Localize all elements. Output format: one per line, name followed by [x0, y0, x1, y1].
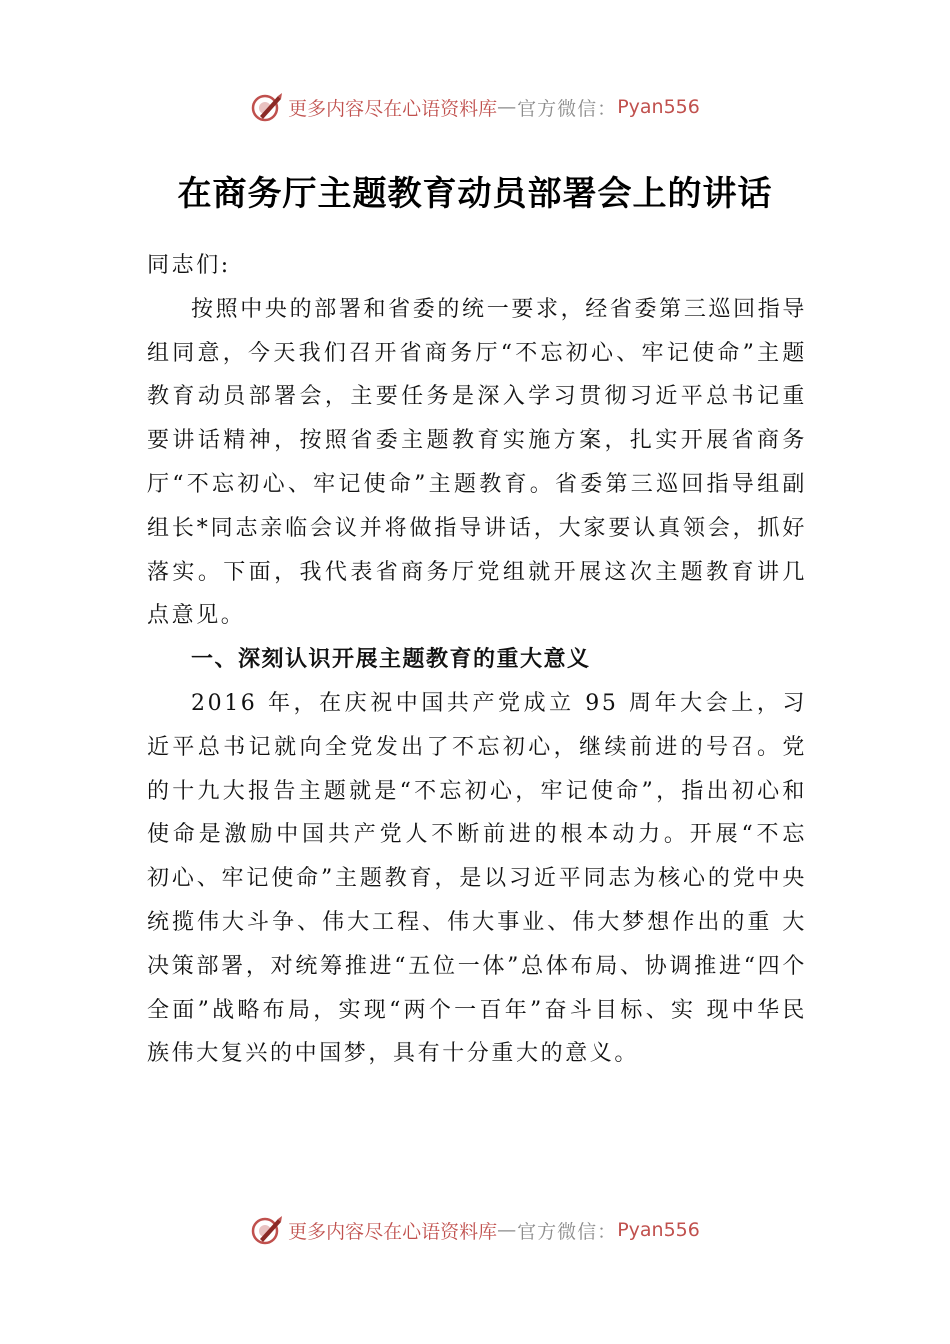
pen-logo-icon [250, 1213, 284, 1247]
watermark-dash: — [497, 1219, 518, 1241]
watermark-wechat-label: 官方微信： [517, 97, 618, 120]
header-watermark [0, 90, 950, 124]
section-heading: 一、深刻认识开展主题教育的重大意义 [191, 646, 591, 673]
watermark-dash: — [497, 96, 518, 118]
salutation: 同志们: [147, 253, 231, 278]
watermark-text: 更多内容尽在心语资料库 [288, 1220, 498, 1243]
footer-watermark [0, 1213, 950, 1247]
body-paragraph: 2016 年，在庆祝中国共产党成立 95 周年大会上，习近平总书记就向全党发出了不忘初心，继续前进的号召。党的十九大报告主题就是“不忘初心，牢记使命”，指出初心和使命是激励中国共产党人不断前进的根本动力。开展“不忘 初心、牢记使命”主题教育，是以习近平同志为核心的党中央统揽伟大斗争、伟大工程、伟大事业、伟大梦想作出的重 大决策部署，对统筹推进“五位一体”总体布局、协调推进“四个全面”战略布局，实现“两个一百年”奋斗目标、实 现中华民族伟大复兴的中国梦，具有十分重大的意义。 [147, 690, 807, 1067]
watermark-wechat-id: Pyan556 [617, 96, 700, 118]
watermark-wechat-label: 官方微信： [517, 1220, 618, 1243]
watermark-text: 更多内容尽在心语资料库 [288, 97, 498, 120]
document-body [147, 244, 807, 1076]
watermark-wechat-id: Pyan556 [617, 1219, 700, 1241]
document-title: 在商务厅主题教育动员部署会上的讲话 [177, 174, 773, 214]
body-paragraph: 按照中央的部署和省委的统一要求，经省委第三巡回指导组同意，今天我们召开省商务厅“不忘初心、牢记使命”主题教育动员部署会，主要任务是深入学习贯彻习近平总书记重要讲话精神，按照省委主题教育实施方案，扎实开展省商务厅“不忘初心、牢记使命”主题教育。省委第三巡回指导组副组长*同志亲临会议并将做指导讲话，大家要认真领会，抓好落实。下面，我代表省商务厅党组就开展这次主题教育讲几点意见。 [147, 296, 807, 629]
pen-logo-icon [250, 90, 284, 124]
